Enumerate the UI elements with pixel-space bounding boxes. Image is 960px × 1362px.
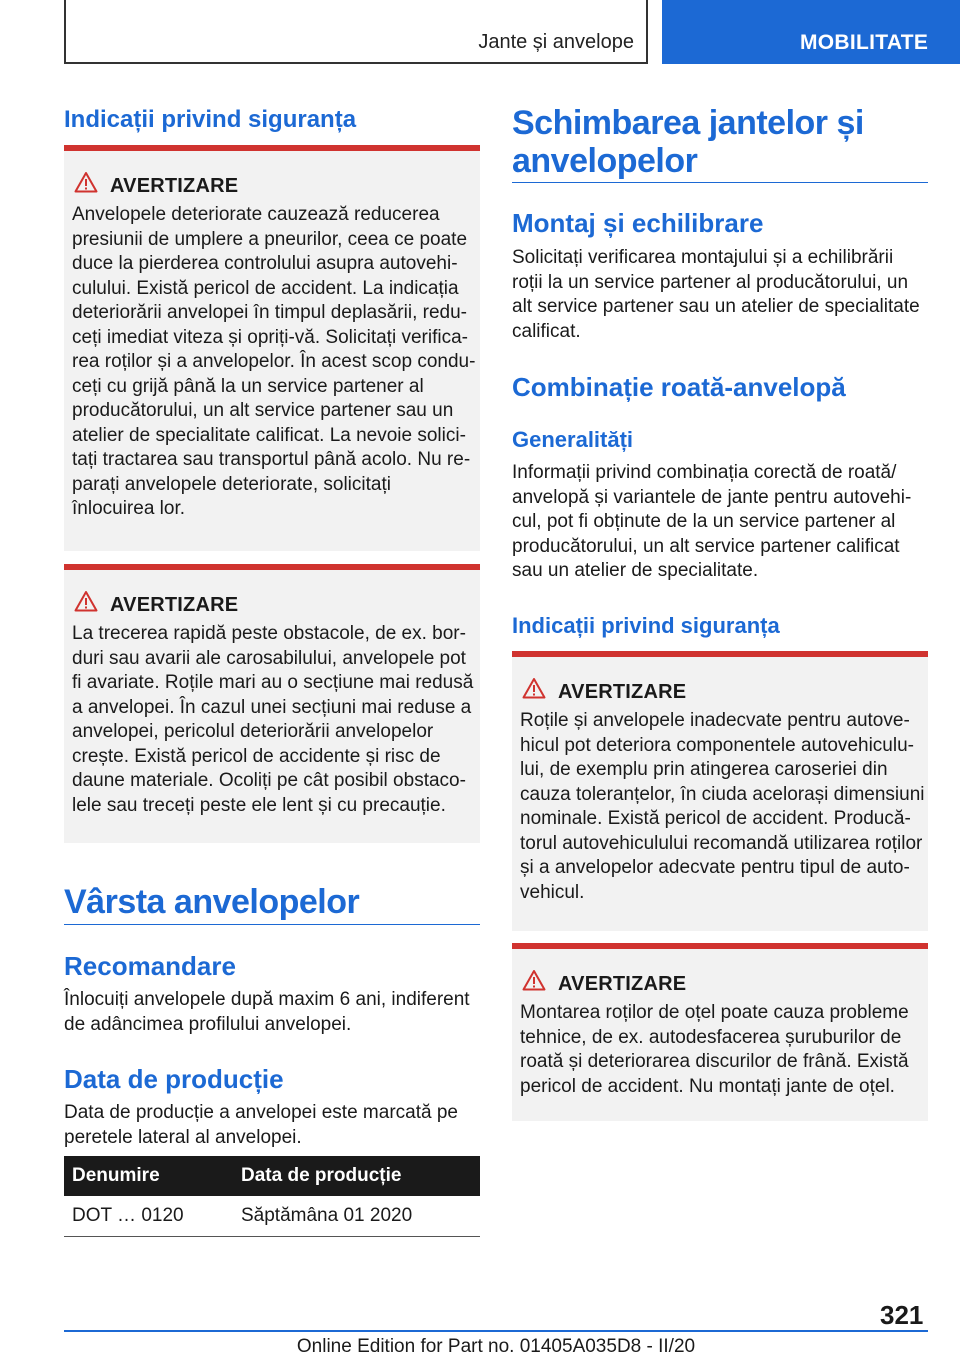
heading-mounting: Montaj și echilibrare [512,208,764,238]
table-row [64,1196,480,1237]
heading-safety-right: Indicații privind siguranța [512,613,780,638]
warning-title: AVERTIZARE [110,175,239,197]
section-title: MOBILITATE [800,31,929,54]
warning-box-1 [64,145,480,551]
table-header-row [64,1156,480,1196]
footer-edition: Online Edition for Part no. 01405A035D8 - II/20 [296,1336,696,1357]
production-date-table [64,1156,480,1237]
warning-box-3 [512,651,928,931]
heading-general: Generalități [512,427,634,452]
mounting-text: Solicitați verificarea montajului și a echilibrării roții la un service partener al producătorului, un alt service partener sau un atelier de specialitate calificat. [512,247,920,342]
page-number: 321 [880,1300,924,1330]
chapter-title: Jante și anvelope [478,31,634,53]
warning-triangle-icon [74,590,98,612]
heading-tire-age: Vârsta anvelopelor [64,883,360,921]
footer-rule [64,1330,928,1332]
heading-rule [64,924,480,925]
heading-wheel-tire-combo: Combinație roată-anvelopă [512,372,846,402]
warning-title: AVERTIZARE [558,973,687,995]
general-text: Informații privind combinația corectă de roată/ anvelopă și variantele de jante pentru autovehicul, pot fi obținute de la un service partener al producătorului, un alt service partener calificat sau un atelier de specialitate. [512,462,912,581]
warning-text: Anvelopele deteriorate cauzează reducerea presiunii de umplere a pneurilor, ceea ce poate duce la pierderea controlului asupra autovehiculului. Există pericol de accident. La indicația deteriorării anvelopei în timpul deplasării, reduceți imediat viteza și opriți-vă. Solicitați verificarea roților și a anvelopelor. În acest scop conduceți cu grijă până la un service partener al producătorului, un alt service partener sau un atelier de specialitate calificat. La nevoie solicitați tractarea sau transportul până acolo. Nu reparați anvelopele deteriorate, solicitați înlocuirea lor. [72,204,476,519]
warning-box-2 [64,564,480,843]
heading-production-date: Data de producție [64,1064,284,1094]
warning-text: La trecerea rapidă peste obstacole, de ex. borduri sau avarii ale carosabilului, anvelopele pot fi avariate. Roțile mari au o secțiune mai redusă a anvelopei. În cazul unei secțiuni mai reduse a anvelopei, pericolul deteriorării anvelopelor crește. Există pericol de accidente și risc de daune materiale. Ocoliți pe cât posibil obstacolele sau treceți peste ele lent și cu precauție. [72,623,474,816]
table-header-cell: Denumire [64,1156,233,1196]
warning-triangle-icon [522,677,546,699]
heading-change-wheels: Schimbarea jantelor și anvelopelor [512,104,864,180]
warning-title: AVERTIZARE [558,681,687,703]
warning-box-4 [512,943,928,1121]
heading-rule [512,182,928,183]
heading-safety-left: Indicații privind siguranța [64,106,357,133]
heading-recommend: Recomandare [64,951,236,981]
header-section-tab [662,0,960,64]
warning-triangle-icon [74,171,98,193]
table-header-cell: Data de producție [233,1156,480,1196]
warning-text: Montarea roților de oțel poate cauza probleme tehnice, de ex. autodesfacerea șuruburilor de roată și deteriorarea discurilor de frână. Există pericol de accident. Nu montați jante de oțel. [520,1002,909,1097]
warning-triangle-icon [522,969,546,991]
table-cell: Săptămâna 01 2020 [233,1196,480,1237]
header-chapter-box [64,0,648,64]
recommend-text: Înlocuiți anvelopele după maxim 6 ani, indiferent de adâncimea profilului anvelopei. [64,989,470,1035]
warning-text: Roțile și anvelopele inadecvate pentru autovehicul pot deteriora componentele autovehiculului, de exemplu prin atingerea caroseriei din cauza toleranțelor, în ciuda acelorași dimensiuni nominale. Există pericol de accident. Producătorul autovehiculului recomandă utilizarea roților și a anvelopelor adecvate pentru tipul de autovehicul. [520,710,925,903]
table-cell: DOT … 0120 [64,1196,233,1237]
warning-title: AVERTIZARE [110,594,239,616]
production-date-text: Data de producție a anvelopei este marcată pe peretele lateral al anvelopei. [64,1102,458,1148]
